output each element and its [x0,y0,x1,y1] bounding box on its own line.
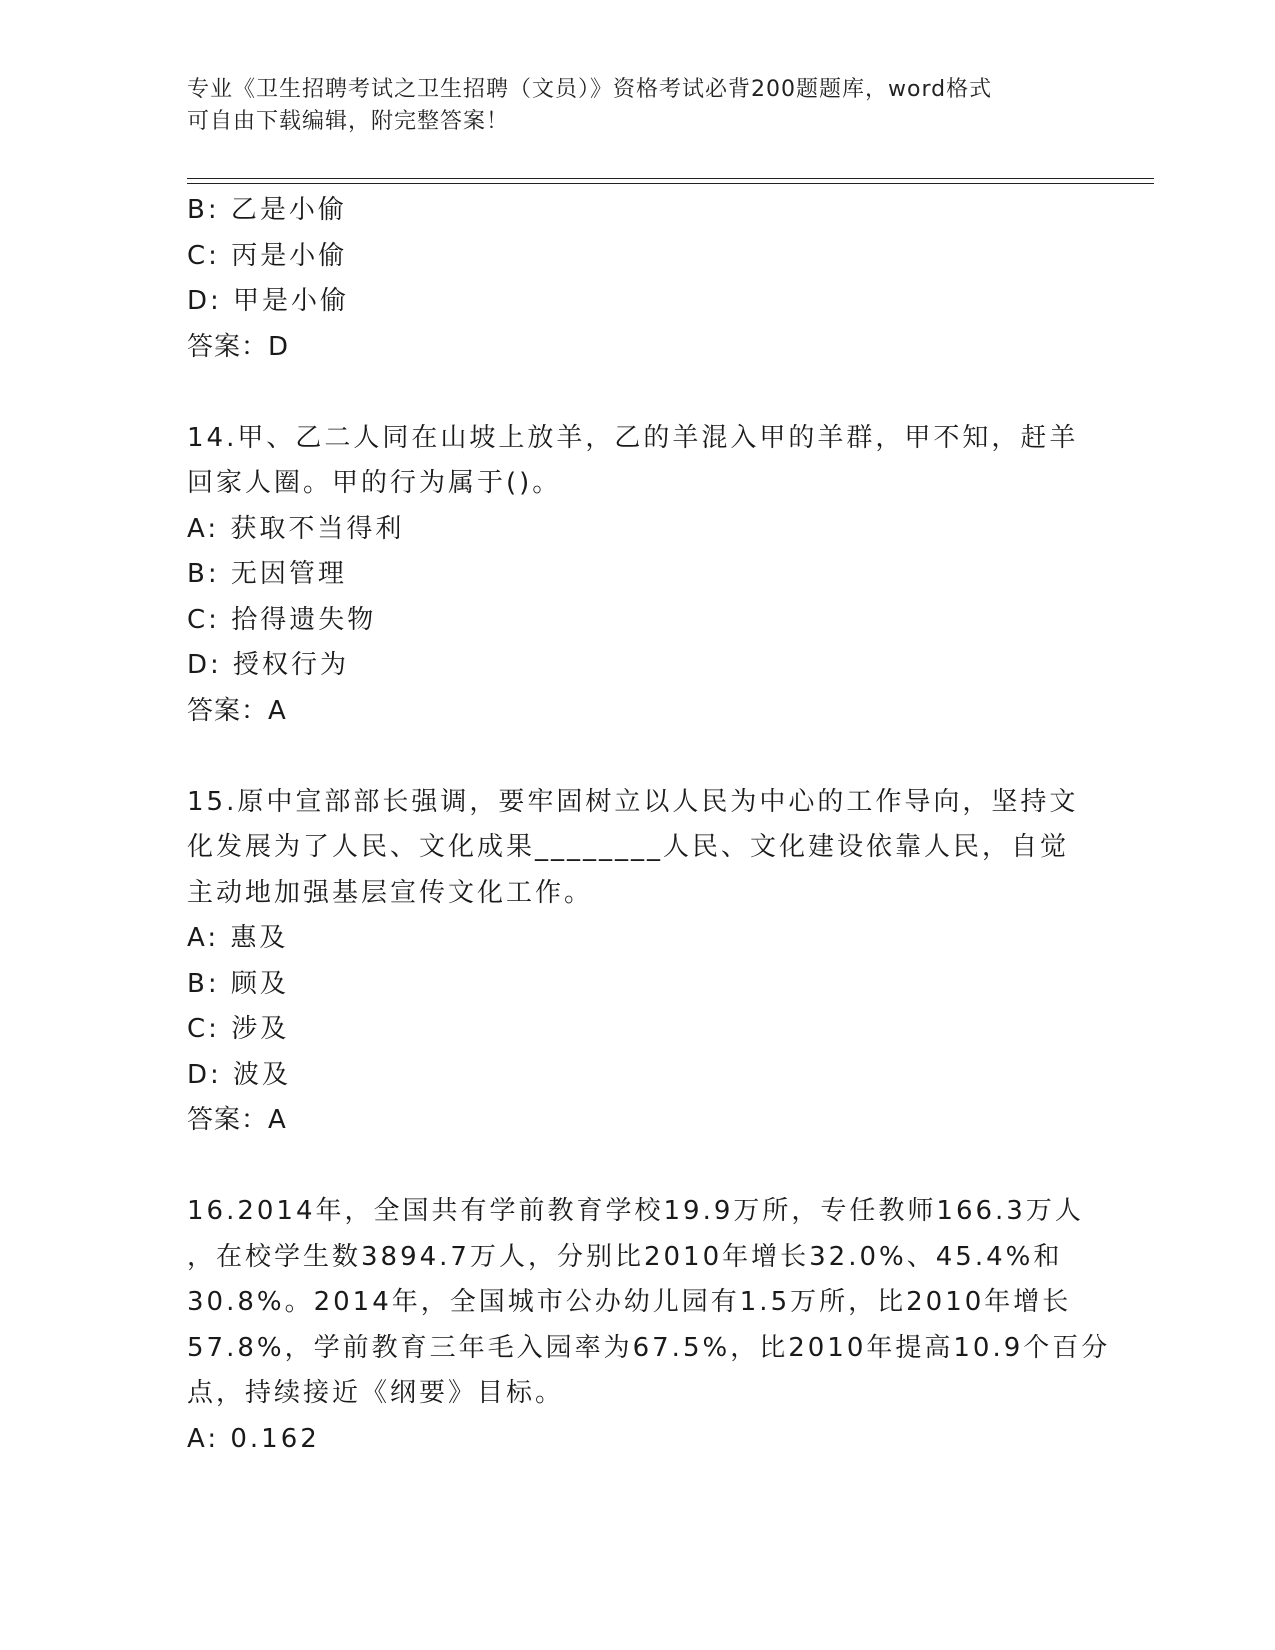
question-content [187,188,1111,1462]
header-divider [187,178,1154,184]
option-label: D: [187,650,222,680]
option-a [187,916,1087,962]
option-c [187,598,1087,644]
header-line-2: 可自由下载编辑，附完整答案！ [187,109,510,134]
option-text: 授权行为 [233,650,350,680]
option-label: D: [187,286,222,316]
spacer [187,734,1087,780]
question-13-options [187,188,1087,370]
option-label: C: [187,1014,220,1044]
option-label: B: [187,195,220,225]
option-b [187,552,1087,598]
question-text-line: 57.8%，学前教育三年毛入园率为67.5%，比2010年提高10.9个百分 [187,1332,1111,1363]
option-text: 拾得遗失物 [231,604,377,635]
option-label: A: [187,1423,220,1454]
spacer [187,1144,1087,1190]
question-text-line: 点，持续接近《纲要》目标。 [187,1378,565,1408]
option-label: C: [187,240,220,271]
option-d [187,279,1087,325]
option-text: 丙是小偷 [231,240,348,271]
option-b [187,962,1087,1008]
question-text-line: 30.8%。2014年，全国城市公办幼儿园有1.5万所，比2010年增长 [187,1287,1072,1317]
answer-line: 答案：A [187,695,287,726]
question-text-line: ，在校学生数3894.7万人，分别比2010年增长32.0%、45.4%和 [187,1241,1063,1272]
option-text: 0.162 [230,1423,320,1454]
question-14 [187,416,1087,735]
option-label: A: [187,923,220,953]
question-16 [187,1189,1111,1462]
option-label: B: [187,559,220,589]
option-text: 波及 [233,1059,292,1090]
option-label: B: [187,968,220,999]
option-c [187,1007,1087,1053]
option-label: C: [187,604,220,635]
question-text-line: 化发展为了人民、文化成果________人民、文化建设依靠人民，自觉 [187,832,1070,862]
question-text [187,416,1087,507]
option-a [187,507,1087,553]
option-d [187,1053,1087,1099]
spacer [187,370,1087,416]
option-b [187,188,1087,234]
question-text [187,780,1087,917]
option-d [187,643,1087,689]
option-text: 乙是小偷 [230,195,347,225]
question-text-line: 15.原中宣部部长强调，要牢固树立以人民为中心的工作导向，坚持文 [187,786,1079,817]
header-line-1: 专业《卫生招聘考试之卫生招聘（文员）》资格考试必背200题题库，word格式 [187,77,993,102]
page-header [187,74,1067,138]
answer-line: 答案：A [187,1105,287,1135]
question-text-line: 主动地加强基层宣传文化工作。 [187,877,594,908]
question-text-line: 14.甲、乙二人同在山坡上放羊，乙的羊混入甲的羊群，甲不知，赶羊 [187,422,1079,453]
option-text: 顾及 [230,968,289,999]
answer-line: 答案：D [187,331,290,362]
option-text: 甲是小偷 [233,286,350,316]
question-text [187,1189,1111,1417]
question-15 [187,780,1087,1144]
option-text: 获取不当得利 [230,513,405,544]
option-text: 无因管理 [230,559,347,589]
option-a [187,1417,1087,1463]
option-text: 涉及 [231,1014,290,1044]
option-text: 惠及 [230,923,289,953]
question-text-line: 16.2014年，全国共有学前教育学校19.9万所，专任教师166.3万人 [187,1196,1084,1226]
option-label: D: [187,1059,222,1090]
option-label: A: [187,513,220,544]
option-c [187,234,1087,280]
question-text-line: 回家人圈。甲的行为属于()。 [187,468,562,498]
